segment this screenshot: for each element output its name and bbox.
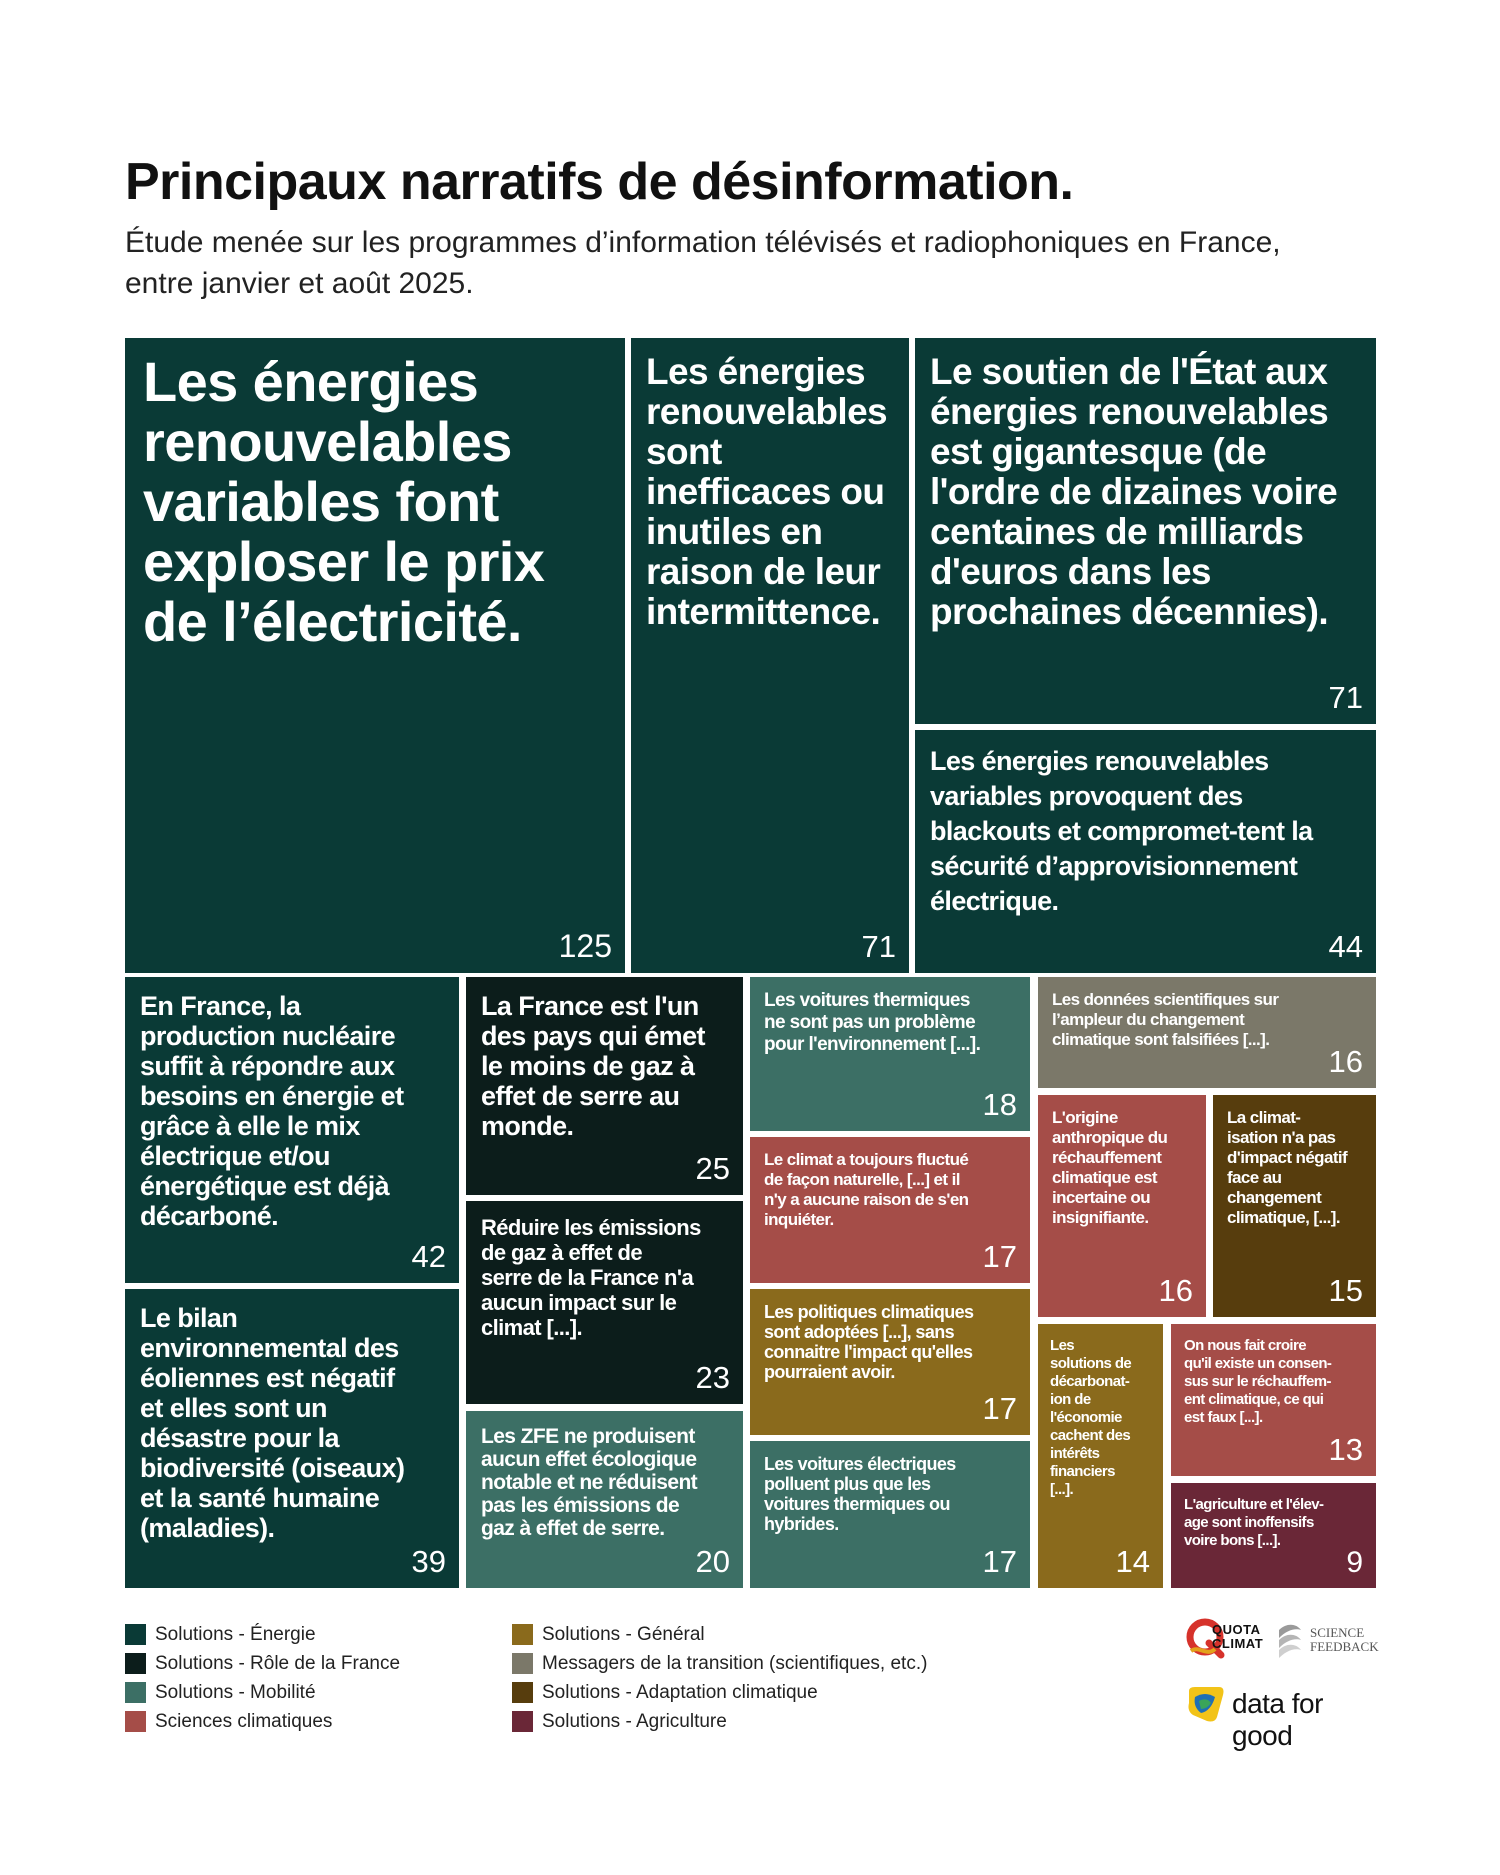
legend-label: Sciences climatiques (155, 1710, 333, 1732)
tile-count: 17 (982, 1544, 1017, 1579)
tile-count: 18 (982, 1087, 1017, 1122)
tile-count: 71 (1328, 680, 1363, 715)
tile-label: La France est l'un des pays qui émet le moins de gaz à effet de serre au monde. (481, 991, 705, 1141)
tile-label: Les solutions de décarbonat- ion de l'économie cachent des intérêts financiers [...]. (1050, 1337, 1132, 1498)
tile-count: 17 (982, 1239, 1017, 1274)
legend-item (125, 1620, 400, 1649)
treemap-tile (125, 977, 459, 1283)
tile-label: Le bilan environnemental des éoliennes est négatif et elles sont un désastre pour la biodiversité (oiseaux) et la santé humaine (maladies). (140, 1303, 405, 1543)
data-for-good-logo-icon (1185, 1683, 1227, 1725)
treemap-tile (125, 1289, 459, 1588)
chart-title: Principaux narratifs de désinformation. (125, 153, 1074, 211)
legend-swatch (512, 1711, 533, 1732)
legend-swatch (125, 1653, 146, 1674)
treemap-tile (1171, 1324, 1376, 1476)
tile-label: Les politiques climatiques sont adoptées [...], sans connaitre l'impact qu'elles pourraient avoir. (764, 1302, 974, 1382)
tile-count: 125 (558, 928, 612, 964)
legend-item (512, 1678, 927, 1707)
legend-swatch (512, 1682, 533, 1703)
legend-label: Solutions - Mobilité (155, 1681, 316, 1703)
tile-label: Les ZFE ne produisent aucun effet écologique notable et ne réduisent pas les émissions de gaz à effet de serre. (481, 1425, 698, 1540)
tile-label: L'agriculture et l'élev- age sont inoffensifs voire bons [...]. (1184, 1496, 1324, 1549)
legend-swatch (512, 1624, 533, 1645)
tile-count: 44 (1328, 929, 1363, 964)
tile-label: Les données scientifiques sur l’ampleur du changement climatique sont falsifiées [...]. (1052, 990, 1279, 1049)
tile-count: 25 (695, 1151, 730, 1186)
legend-label: Solutions - Général (542, 1623, 705, 1645)
tile-label: En France, la production nucléaire suffit à répondre aux besoins en énergie et grâce à elle le mix électrique et/ou énergétique est déjà décarboné. (140, 991, 404, 1231)
legend-item (125, 1649, 400, 1678)
tile-label: Le soutien de l'État aux énergies renouvelables est gigantesque (de l'ordre de dizaines voire centaines de milliards d'euros dans les prochaines décennies). (930, 351, 1338, 632)
legend-label: Solutions - Agriculture (542, 1710, 727, 1732)
tile-count: 9 (1346, 1546, 1363, 1579)
legend-column-right (512, 1620, 927, 1736)
treemap-tile (915, 338, 1376, 724)
tile-label: On nous fait croire qu'il existe un consen- sus sur le réchauffem- ent climatique, ce qui est faux [...]. (1184, 1337, 1332, 1426)
treemap-tile (466, 1201, 743, 1404)
legend-column-left (125, 1620, 400, 1736)
tile-label: La climat- isation n'a pas d'impact négatif face au changement climatique, [...]. (1227, 1108, 1348, 1227)
tile-count: 20 (695, 1544, 730, 1579)
legend-item (125, 1678, 400, 1707)
treemap-tile (1171, 1483, 1376, 1588)
treemap-tile (466, 1411, 743, 1588)
legend-item (512, 1707, 927, 1736)
tile-count: 17 (982, 1391, 1017, 1426)
science-feedback-logo-icon (1275, 1620, 1305, 1662)
science-feedback-logo-text: SCIENCE FEEDBACK (1310, 1625, 1379, 1654)
treemap-tile (750, 1289, 1030, 1435)
legend-label: Solutions - Rôle de la France (155, 1652, 401, 1674)
tile-label: Le climat a toujours fluctué de façon naturelle, [...] et il n'y a aucune raison de s'en inquiéter. (764, 1150, 969, 1229)
data-for-good-logo-text: data for good (1232, 1688, 1323, 1751)
tile-count: 16 (1328, 1044, 1363, 1079)
treemap-tile (1038, 1095, 1206, 1317)
legend-swatch (125, 1682, 146, 1703)
tile-label: Les énergies renouvelables sont inefficaces ou inutiles en raison de leur intermittence. (646, 351, 888, 632)
partner-logos (1180, 1615, 1380, 1751)
tile-label: L'origine anthropique du réchauffement climatique est incertaine ou insignifiante. (1052, 1108, 1168, 1227)
treemap-tile (750, 1441, 1030, 1588)
treemap-tile (750, 977, 1030, 1131)
tile-count: 39 (411, 1544, 446, 1579)
treemap-tile (631, 338, 909, 973)
legend-swatch (512, 1653, 533, 1674)
legend-swatch (125, 1624, 146, 1645)
tile-label: Les énergies renouvelables variables font exploser le prix de l’électricité. (143, 350, 545, 653)
treemap-tile (125, 338, 625, 973)
treemap-tile (1038, 977, 1376, 1088)
tile-label: Les énergies renouvelables variables provoquent des blackouts et compromet-tent la sécurité d’approvisionnement électrique. (930, 746, 1313, 916)
legend-label: Messagers de la transition (scientifiques, etc.) (542, 1652, 928, 1674)
tile-count: 13 (1328, 1432, 1363, 1467)
quota-climat-logo-text: QUOTA CLIMAT (1212, 1622, 1264, 1651)
tile-count: 23 (695, 1360, 730, 1395)
treemap-tile (1038, 1324, 1163, 1588)
tile-count: 71 (861, 929, 896, 964)
chart-subtitle: Étude menée sur les programmes d’information télévisés et radiophoniques en France, entre janvier et août 2025. (125, 226, 1281, 300)
tile-count: 14 (1115, 1544, 1150, 1579)
tile-label: Les voitures électriques polluent plus que les voitures thermiques ou hybrides. (764, 1454, 956, 1534)
tile-count: 42 (411, 1239, 446, 1274)
treemap-tile (915, 730, 1376, 973)
tile-label: Les voitures thermiques ne sont pas un problème pour l'environnement [...]. (764, 990, 981, 1055)
legend-item (512, 1620, 927, 1649)
treemap-tile (466, 977, 743, 1195)
tile-label: Réduire les émissions de gaz à effet de serre de la France n'a aucun impact sur le climat [...]. (481, 1215, 701, 1340)
treemap-tile (750, 1137, 1030, 1283)
legend-item (512, 1649, 927, 1678)
legend-swatch (125, 1711, 146, 1732)
tile-count: 16 (1158, 1273, 1193, 1308)
legend-item (125, 1707, 400, 1736)
legend-label: Solutions - Énergie (155, 1623, 316, 1645)
treemap-tile (1213, 1095, 1376, 1317)
tile-count: 15 (1328, 1273, 1363, 1308)
legend-label: Solutions - Adaptation climatique (542, 1681, 818, 1703)
